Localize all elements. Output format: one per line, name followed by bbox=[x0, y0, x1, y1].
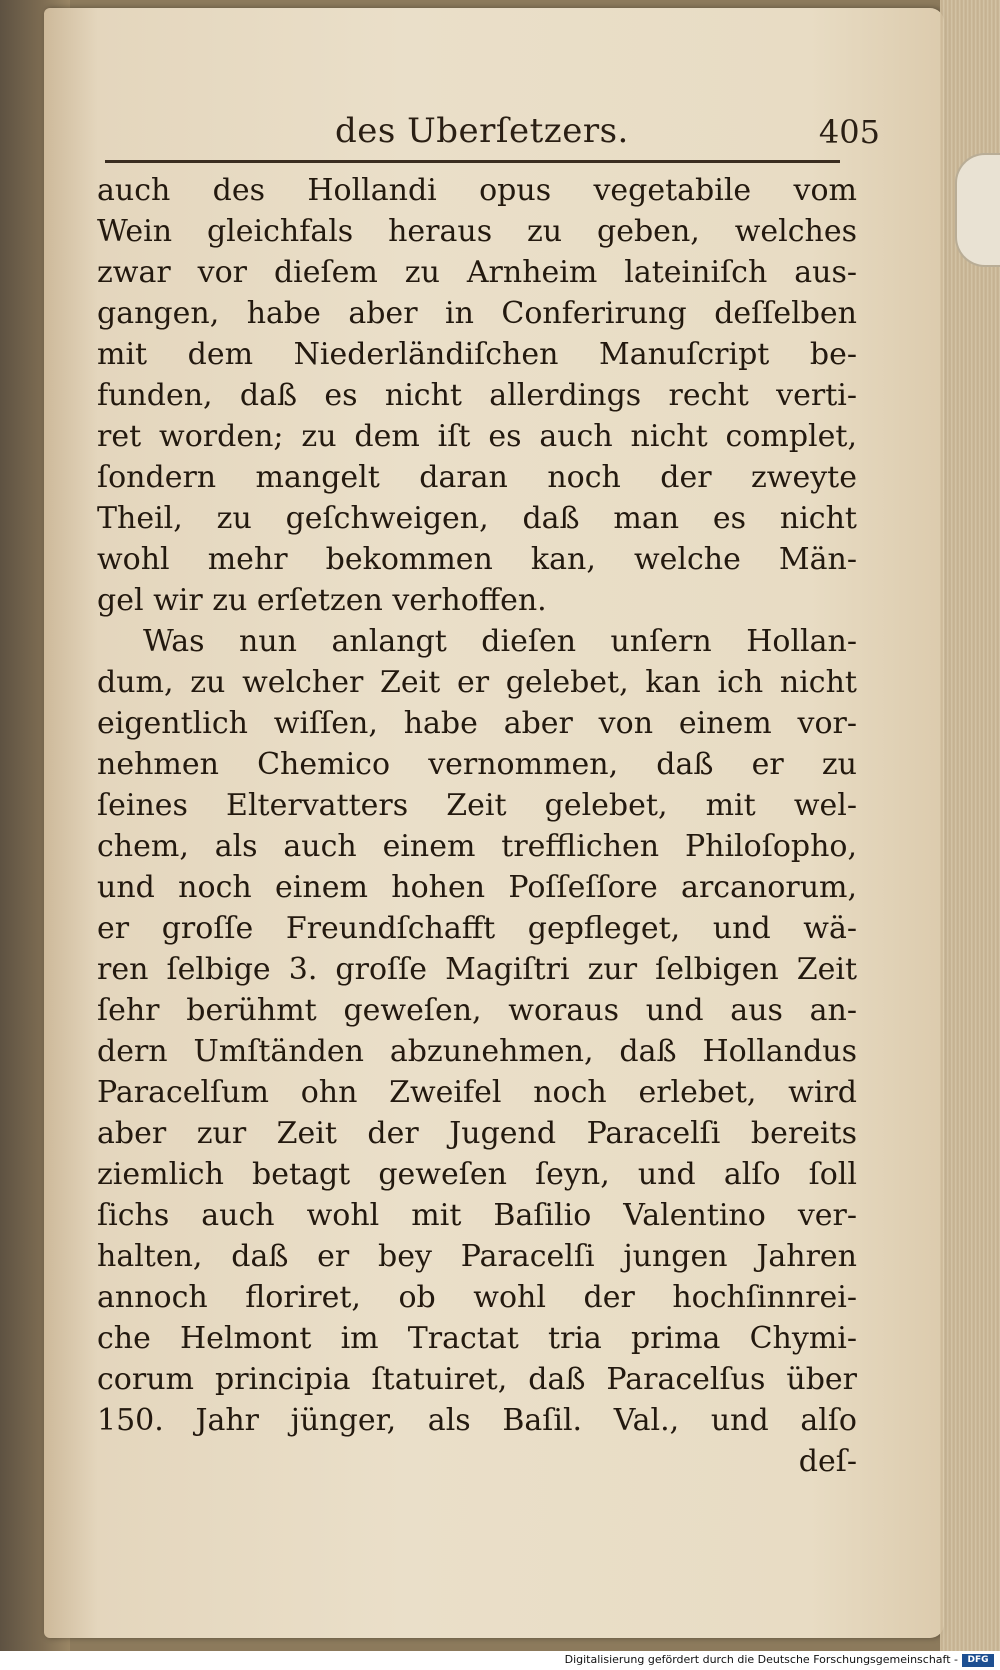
text-line: nehmen Chemico vernommen, daß er zu bbox=[97, 747, 857, 782]
body-text bbox=[97, 170, 857, 1482]
text-line: Was nun anlangt dieſen unſern Hollan- bbox=[143, 624, 857, 659]
text-line: Wein gleichfals heraus zu geben, welches bbox=[97, 214, 857, 249]
header-rule bbox=[105, 160, 840, 163]
text-line: Theil, zu geſchweigen, daß man es nicht bbox=[97, 501, 857, 536]
bookmark-tab bbox=[955, 153, 1000, 267]
text-line: ſehr berühmt geweſen, woraus und aus an- bbox=[97, 993, 857, 1028]
text-line: eigentlich wiſſen, habe aber von einem vor- bbox=[97, 706, 857, 741]
text-line: ziemlich betagt geweſen ſeyn, und alſo ſoll bbox=[97, 1157, 857, 1192]
text-line: aber zur Zeit der Jugend Paracelſi bereits bbox=[97, 1116, 857, 1151]
text-line: gangen, habe aber in Conferirung deſſelben bbox=[97, 296, 857, 331]
text-line: 150. Jahr jünger, als Baſil. Val., und alſo bbox=[97, 1403, 857, 1438]
text-line: Paracelſum ohn Zweifel noch erlebet, wird bbox=[97, 1075, 857, 1110]
text-line: wohl mehr bekommen kan, welche Män- bbox=[97, 542, 857, 577]
catchword: deſ- bbox=[798, 1444, 857, 1479]
dfg-logo-icon: DFG bbox=[962, 1654, 994, 1667]
text-line: ſichs auch wohl mit Baſilio Valentino ver- bbox=[97, 1198, 857, 1233]
text-line: ren ſelbige 3. groſſe Magiſtri zur ſelbigen Zeit bbox=[97, 952, 857, 987]
running-head bbox=[100, 105, 880, 155]
text-line: ſondern mangelt daran noch der zweyte bbox=[97, 460, 857, 495]
text-line: chem, als auch einem trefflichen Philoſopho, bbox=[97, 829, 857, 864]
text-line: er groſſe Freundſchafft gepfleget, und wä- bbox=[97, 911, 857, 946]
running-title: des Uberſetzers. bbox=[335, 111, 629, 151]
text-line: dern Umſtänden abzunehmen, daß Hollandus bbox=[97, 1034, 857, 1069]
text-line: gel wir zu erſetzen verhoffen. bbox=[97, 583, 547, 618]
text-line: und noch einem hohen Poſſeſſore arcanorum, bbox=[97, 870, 857, 905]
text-line: che Helmont im Tractat tria prima Chymi- bbox=[97, 1321, 857, 1356]
text-line: zwar vor dieſem zu Arnheim lateiniſch aus- bbox=[97, 255, 857, 290]
text-line: corum principia ſtatuiret, daß Paracelſus über bbox=[97, 1362, 857, 1397]
text-line: auch des Hollandi opus vegetabile vom bbox=[97, 173, 857, 208]
text-line: funden, daß es nicht allerdings recht verti- bbox=[97, 378, 857, 413]
page-number: 405 bbox=[818, 113, 880, 151]
funding-credit: Digitalisierung gefördert durch die Deutsche Forschungsgemeinschaft - bbox=[564, 1653, 958, 1666]
text-line: dum, zu welcher Zeit er gelebet, kan ich nicht bbox=[97, 665, 857, 700]
text-line: annoch floriret, ob wohl der hochſinnrei- bbox=[97, 1280, 857, 1315]
text-line: mit dem Niederländiſchen Manuſcript be- bbox=[97, 337, 857, 372]
text-line: ſeines Eltervatters Zeit gelebet, mit wel- bbox=[97, 788, 857, 823]
digitization-footer bbox=[0, 1651, 1000, 1670]
text-line: ret worden; zu dem iſt es auch nicht complet, bbox=[97, 419, 857, 454]
text-line: halten, daß er bey Paracelſi jungen Jahren bbox=[97, 1239, 857, 1274]
